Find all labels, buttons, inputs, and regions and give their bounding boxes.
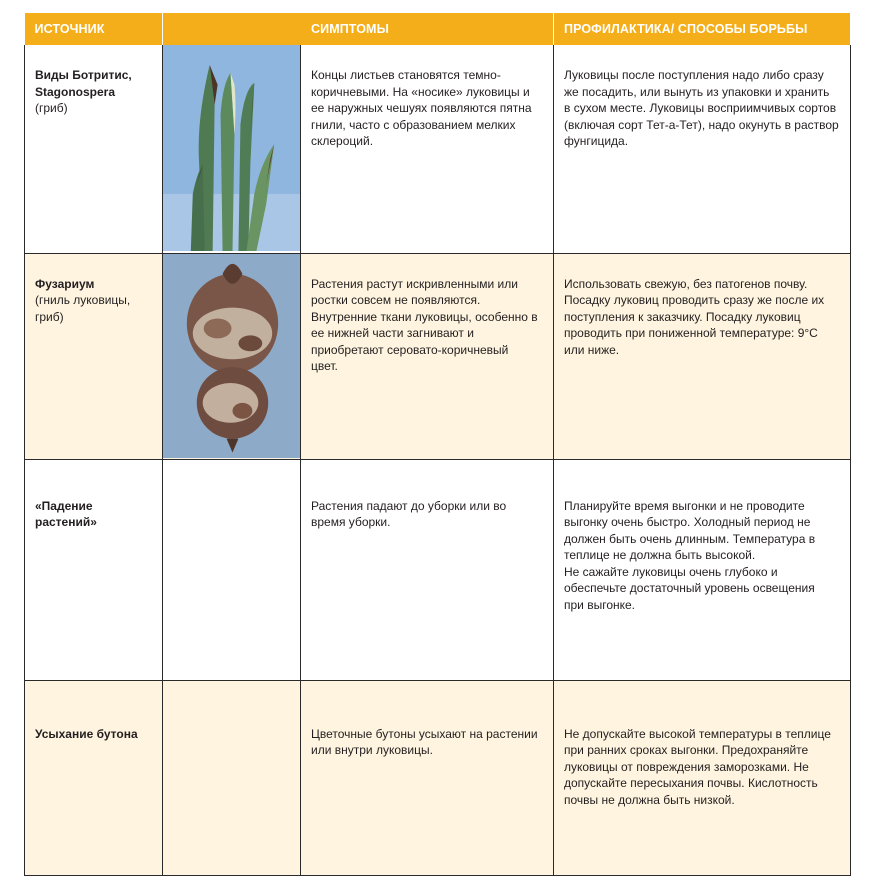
table-header-row bbox=[25, 13, 851, 45]
prevention-text: Планируйте время выгонки и не проводите выгонку очень быстро. Холодный период не должен быть очень длинным. Температура в теплице не должна быть высокой. Не сажайте луковицы очень глубоко и обеспечьте достаточный уровень освещения при выгонке. bbox=[564, 498, 816, 612]
symptoms-text: Растения падают до уборки или во время уборки. bbox=[311, 498, 507, 529]
table-row bbox=[25, 253, 851, 459]
header-source: ИСТОЧНИК bbox=[25, 13, 163, 45]
source-name: Усыхание бутона bbox=[35, 726, 138, 741]
prevention-text: Использовать свежую, без патогенов почву. Посадку луковиц проводить сразу же после их поступления к заказчику. Посадку луковиц проводить при пониженной температуре: 9°C или ниже. bbox=[564, 276, 825, 357]
table-row bbox=[25, 459, 851, 680]
symptoms-cell bbox=[301, 45, 554, 253]
rotting-bulb-photo bbox=[163, 254, 300, 459]
symptoms-text: Концы листьев становятся темно- коричневыми. На «носике» луковицы и ее наружных чешуях появляются пятна гнили, часто с образованием мелких склероций. bbox=[311, 68, 532, 148]
source-cell bbox=[25, 680, 163, 875]
symptoms-cell bbox=[301, 459, 554, 680]
prevention-cell bbox=[554, 459, 851, 680]
symptoms-text: Растения растут искривленными или ростки совсем не появляются. Внутренние ткани луковицы, особенно в ее нижней части загнивают и приобретают серовато-коричневый цвет. bbox=[311, 276, 538, 373]
prevention-text: Луковицы после поступления надо либо сразу же посадить, или вынуть из упаковки и хранить в сухом месте. Луковицы восприимчивых сортов (включая сорт Тет-а-Тет), надо окунуть в раствор фунгицида. bbox=[564, 68, 839, 148]
empty-photo-cell bbox=[163, 680, 301, 875]
prevention-cell bbox=[554, 45, 851, 253]
source-cell bbox=[25, 45, 163, 253]
empty-photo-cell bbox=[163, 459, 301, 680]
table-row bbox=[25, 680, 851, 875]
header-prevention: ПРОФИЛАКТИКА/ СПОСОБЫ БОРЬБЫ bbox=[554, 13, 851, 45]
symptoms-text: Цветочные бутоны усыхают на растении или внутри луковицы. bbox=[311, 726, 538, 757]
diseased-tulip-leaves-photo bbox=[163, 45, 300, 251]
source-name: Фузариум bbox=[35, 276, 95, 291]
prevention-cell bbox=[554, 680, 851, 875]
source-cell bbox=[25, 253, 163, 459]
symptoms-cell bbox=[301, 680, 554, 875]
source-cell bbox=[25, 459, 163, 680]
prevention-text: Не допускайте высокой температуры в теплице при ранних сроках выгонки. Предохраняйте луковицы от повреждения заморозками. Не допускайте пересыхания почвы. Кислотность почвы не должна быть низкой. bbox=[564, 726, 831, 807]
table-row bbox=[25, 45, 851, 253]
source-note: (гниль луковицы, гриб) bbox=[35, 293, 131, 324]
source-name: Виды Ботритис, Stagonospera bbox=[35, 68, 132, 99]
symptoms-cell bbox=[301, 253, 554, 459]
prevention-cell bbox=[554, 253, 851, 459]
source-name: «Падение растений» bbox=[35, 498, 97, 529]
photo-cell bbox=[163, 45, 301, 253]
photo-cell bbox=[163, 253, 301, 459]
header-symptoms: СИМПТОМЫ bbox=[163, 13, 554, 45]
source-note: (гриб) bbox=[35, 101, 68, 115]
disease-table bbox=[24, 13, 851, 876]
